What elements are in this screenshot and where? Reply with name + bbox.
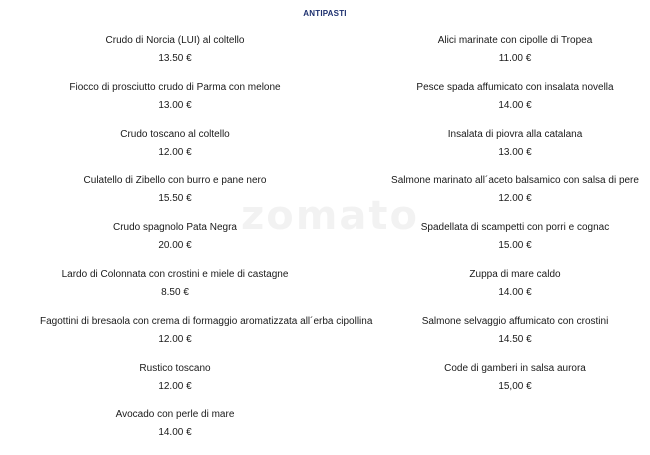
item-price: 15.00 € [498, 240, 532, 252]
item-price: 14.50 € [498, 333, 532, 345]
item-name: Salmone selvaggio affumicato con crostini [421, 315, 609, 327]
right-column [380, 34, 650, 408]
item-price: 12.00 € [158, 380, 192, 392]
menu-item [380, 128, 650, 175]
item-name: Code di gamberi in salsa aurora [444, 362, 586, 374]
menu-item [380, 81, 650, 128]
menu-item [40, 128, 310, 175]
item-price: 11.00 € [498, 53, 532, 64]
menu-item [40, 221, 310, 268]
item-price: 14.00 € [158, 427, 192, 439]
item-name: Salmone marinato all´aceto balsamico con salsa di pere [391, 175, 639, 187]
item-name: Alici marinate con cipolle di Tropea [437, 35, 593, 46]
menu-item [380, 315, 650, 362]
menu-item [40, 408, 310, 455]
item-name: Insalata di piovra alla catalana [447, 128, 583, 140]
item-name: Spadellata di scampetti con porri e cognac [420, 222, 610, 234]
item-price: 13.00 € [498, 146, 532, 158]
item-name: Lardo di Colonnata con crostini e miele di castagne [61, 268, 289, 280]
item-price: 13.50 € [158, 53, 192, 64]
item-price: 15.50 € [158, 193, 192, 205]
item-name: Crudo spagnolo Pata Negra [113, 222, 237, 234]
item-name: Fiocco di prosciutto crudo di Parma con melone [69, 81, 281, 93]
item-price: 12.00 € [158, 146, 192, 158]
item-price: 13.00 € [158, 99, 192, 111]
menu-item [380, 174, 650, 221]
item-name: Avocado con perle di mare [115, 409, 235, 421]
item-price: 14.00 € [498, 286, 532, 298]
menu-item [380, 362, 650, 409]
menu-item [380, 268, 650, 315]
item-name: Crudo di Norcia (LUI) al coltello [105, 35, 245, 46]
item-price: 12.00 € [498, 193, 532, 205]
watermark: zomato [240, 193, 420, 239]
menu-item [40, 315, 373, 362]
section-title: ANTIPASTI [303, 9, 347, 18]
item-price: 12.00 € [158, 333, 192, 345]
menu-item [40, 34, 310, 81]
menu-item [40, 268, 310, 315]
menu-item [40, 81, 310, 128]
menu-item [380, 34, 650, 81]
item-name: Culatello di Zibello con burro e pane nero [83, 175, 267, 187]
menu-item [40, 174, 310, 221]
item-price: 20.00 € [158, 240, 192, 252]
item-price: 15,00 € [498, 380, 532, 392]
item-name: Fagottini di bresaola con crema di formaggio aromatizzata all´erba cipollina [40, 315, 373, 327]
menu-item [380, 221, 650, 268]
item-name: Zuppa di mare caldo [469, 268, 561, 280]
item-price: 8.50 € [161, 286, 189, 298]
item-name: Crudo toscano al coltello [120, 128, 230, 140]
menu-item [40, 362, 310, 409]
item-price: 14.00 € [498, 99, 532, 111]
item-name: Rustico toscano [139, 362, 211, 374]
item-name: Pesce spada affumicato con insalata novella [416, 81, 614, 93]
